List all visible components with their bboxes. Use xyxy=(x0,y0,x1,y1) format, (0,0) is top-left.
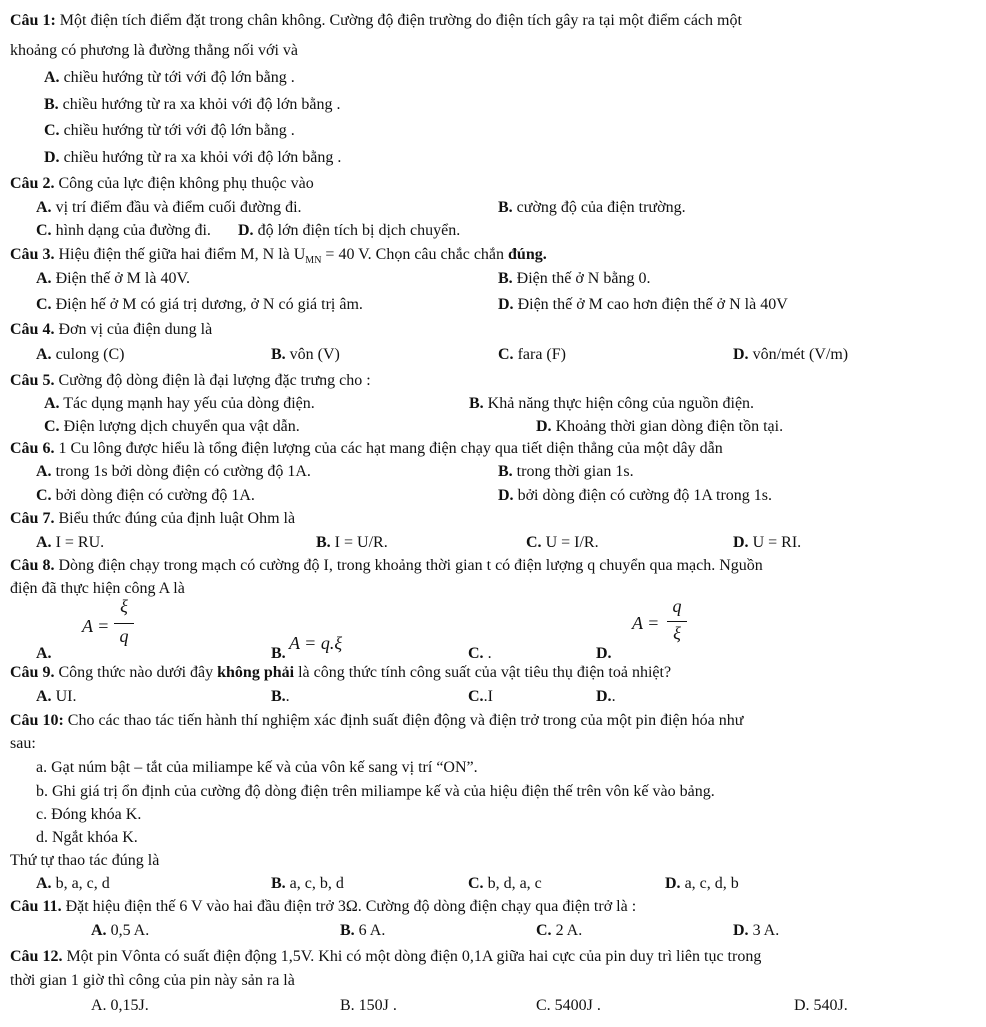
q8-option-d-numerator: q xyxy=(672,596,682,616)
q3-stem: Câu 3. Hiệu điện thế giữa hai điểm M, N là $U_{MN} = 40$ V. Chọn câu chắc chắn đúng. xyxy=(10,246,547,267)
q10-option-b: B. a, c, b, d xyxy=(271,875,344,892)
q6-option-b: B. trong thời gian 1s. xyxy=(498,463,634,480)
q10-step-c: c. Đóng khóa K. xyxy=(36,806,142,823)
q10-option-a: A. b, a, c, d xyxy=(36,875,110,892)
q6-option-a: A. trong 1s bởi dòng điện có cường độ 1A. xyxy=(36,463,311,480)
q12-option-b: B. 150J . xyxy=(340,997,397,1014)
q8-option-a-denominator: q xyxy=(119,626,129,646)
q7-option-d: D. U = RI. xyxy=(733,534,802,551)
q7-option-b: B. I = U/R. xyxy=(316,534,388,551)
q1-label: Câu 1: xyxy=(10,12,56,29)
q4-option-c: C. fara (F) xyxy=(498,346,566,363)
q8-stem-cont: điện đã thực hiện công A là xyxy=(10,580,185,597)
q5-option-d: D. Khoảng thời gian dòng điện tồn tại. xyxy=(536,418,784,435)
q7-option-c: C. U = I/R. xyxy=(526,534,599,551)
q2-option-c: C. hình dạng của đường đi. xyxy=(36,222,211,239)
q11-option-a: A. 0,5 A. xyxy=(91,922,150,939)
q1-option-b: B. chiều hướng từ ra xa khỏi với độ lớn bằng . xyxy=(44,96,341,113)
q11-option-d: D. 3 A. xyxy=(733,922,780,939)
q4-option-d: D. vôn/mét (V/m) xyxy=(733,346,849,363)
q8-option-a-label: A. xyxy=(36,645,52,662)
q1-option-c: C. chiều hướng từ tới với độ lớn bằng . xyxy=(44,122,295,139)
q6-option-c: C. bởi dòng điện có cường độ 1A. xyxy=(36,487,255,504)
q12-option-d: D. 540J. xyxy=(794,997,848,1014)
q8-option-a-numerator: ξ xyxy=(120,596,128,616)
q8-option-a-lhs: A = xyxy=(82,616,110,636)
q8-option-d-label: D. xyxy=(596,645,612,662)
q3-option-a: A. Điện thế ở M là 40V. xyxy=(36,270,190,287)
q1-option-d: D. chiều hướng từ ra xa khỏi với độ lớn bằng . xyxy=(44,149,342,166)
q12-option-a: A. 0,15J. xyxy=(91,997,149,1014)
q3-option-d: D. Điện thế ở M cao hơn điện thế ở N là 40V xyxy=(498,296,788,313)
q12-option-c: C. 5400J . xyxy=(536,997,601,1014)
q9-option-c: C..I xyxy=(468,688,493,705)
q4-stem: Câu 4. Đơn vị của điện dung là xyxy=(10,321,213,338)
q8-option-c: C. . xyxy=(468,645,492,662)
q8-option-d-denominator: ξ xyxy=(673,623,681,643)
q7-option-a: A. I = RU. xyxy=(36,534,105,551)
q6-option-d: D. bởi dòng điện có cường độ 1A trong 1s. xyxy=(498,487,773,504)
q11-option-b: B. 6 A. xyxy=(340,922,386,939)
q10-option-d: D. a, c, d, b xyxy=(665,875,739,892)
q12-stem: Câu 12. Một pin Vônta có suất điện động 1,5V. Khi có một dòng điện 0,1A giữa hai cực của pin duy trì liên tục trong xyxy=(10,948,762,965)
q2-option-a: A. vị trí điểm đầu và điểm cuối đường đi. xyxy=(36,199,302,216)
q3-option-b: B. Điện thế ở N bằng 0. xyxy=(498,270,651,287)
q8-option-d-lhs: A = xyxy=(632,613,660,633)
q9-option-d: D.. xyxy=(596,688,616,705)
q10-step-a: a. Gạt núm bật – tắt của miliampe kế và của vôn kế sang vị trí “ON”. xyxy=(36,759,478,776)
q9-stem: Câu 9. Công thức nào dưới đây không phải là công thức tính công suất của vật tiêu thụ điện toả nhiệt? xyxy=(10,664,672,681)
q5-option-a: A. Tác dụng mạnh hay yếu của dòng điện. xyxy=(44,395,315,412)
q10-order-prompt: Thứ tự thao tác đúng là xyxy=(10,852,160,869)
q10-stem: Câu 10: Cho các thao tác tiến hành thí nghiệm xác định suất điện động và điện trở trong của một pin điện hóa như xyxy=(10,712,744,729)
q2-option-d: D. độ lớn điện tích bị dịch chuyển. xyxy=(238,222,461,239)
q1-stem: Câu 1: Một điện tích điểm đặt trong chân không. Cường độ điện trường do điện tích gây ra tại một điểm cách một xyxy=(10,12,742,29)
q11-option-c: C. 2 A. xyxy=(536,922,583,939)
q10-step-b: b. Ghi giá trị ổn định của cường độ dòng điện trên miliampe kế và của hiệu điện thế trên vôn kế vào bảng. xyxy=(36,783,715,800)
q4-option-b: B. vôn (V) xyxy=(271,346,340,363)
q10-stem-cont: sau: xyxy=(10,735,36,752)
q2-option-b: B. cường độ của điện trường. xyxy=(498,199,686,216)
q4-option-a: A. culong (C) xyxy=(36,346,125,363)
q6-stem: Câu 6. 1 Cu lông được hiểu là tổng điện lượng của các hạt mang điện chạy qua tiết diện thẳng của một dây dẫn xyxy=(10,440,723,457)
q9-option-b: B.. xyxy=(271,688,290,705)
q8-option-b-expr: A = q.ξ xyxy=(289,633,343,653)
q8-option-a-fraction-bar xyxy=(114,623,134,624)
q2-stem: Câu 2. Công của lực điện không phụ thuộc vào xyxy=(10,175,314,192)
q9-option-a: A. UI. xyxy=(36,688,77,705)
q1-option-a: A. chiều hướng từ tới với độ lớn bằng . xyxy=(44,69,295,86)
q8-option-a-fraction xyxy=(114,596,134,650)
q1-stem-cont: khoảng có phương là đường thẳng nối với và xyxy=(10,42,299,59)
q8-option-d-fraction-bar xyxy=(667,621,687,622)
q3-option-c: C. Điện hế ở M có giá trị dương, ở N có giá trị âm. xyxy=(36,296,363,313)
q8-option-b-label: B. xyxy=(271,645,286,662)
q11-stem: Câu 11. Đặt hiệu điện thế 6 V vào hai đầu điện trở 3Ω. Cường độ dòng điện chạy qua điện trở là : xyxy=(10,898,637,915)
q8-option-d-fraction xyxy=(667,596,687,650)
q10-option-c: C. b, d, a, c xyxy=(468,875,542,892)
q10-step-d: d. Ngắt khóa K. xyxy=(36,829,138,846)
q7-stem: Câu 7. Biểu thức đúng của định luật Ohm là xyxy=(10,510,296,527)
q5-option-b: B. Khả năng thực hiện công của nguồn điện. xyxy=(469,395,755,412)
q12-stem-cont: thời gian 1 giờ thì công của pin này sản ra là xyxy=(10,972,295,989)
q5-option-c: C. Điện lượng dịch chuyển qua vật dẫn. xyxy=(44,418,300,435)
q8-stem: Câu 8. Dòng điện chạy trong mạch có cường độ I, trong khoảng thời gian t có điện lượng q chuyển qua mạch. Nguồn xyxy=(10,557,763,574)
q5-stem: Câu 5. Cường độ dòng điện là đại lượng đặc trưng cho : xyxy=(10,372,371,389)
